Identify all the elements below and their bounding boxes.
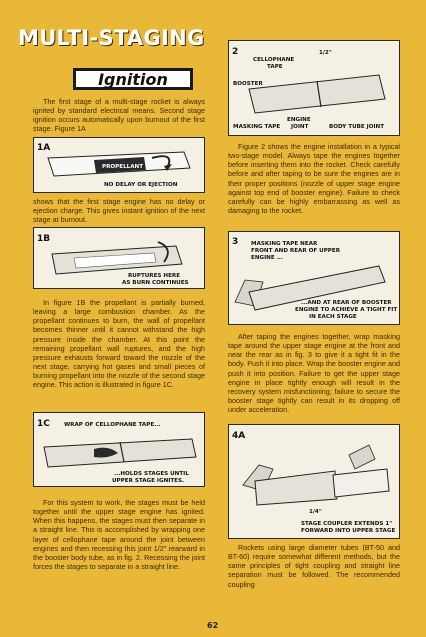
figure-3-bottom-2: ENGINE TO ACHIEVE A TIGHT FIT — [295, 307, 398, 313]
paragraph-fig2: Figure 2 shows the engine installation in a typical two-stage model. Always tape the engines together before inserting them into the rocket. Check carefully before and after taping to be sure the engines are in their proper positions (nozzle of upper stage engine against top end of booster engine). Failure to check carefully can be highly embarrassing as well as damaging to the rocket. — [228, 142, 400, 216]
figure-3 — [228, 231, 400, 325]
figure-3-bottom-3: IN EACH STAGE — [309, 314, 357, 320]
body-tube-illustration — [249, 75, 385, 113]
figure-3-label: 3 — [232, 237, 239, 247]
propellant-label: PROPELLANT — [102, 164, 144, 170]
paragraph-fig1a: shows that the first stage engine has no delay or ejection charge. This gives instant ignition of the next stage at burnout. — [33, 197, 205, 225]
engine-joint-label-1: ENGINE — [287, 117, 311, 123]
paragraph-ignition-intro: The first stage of a multi-stage rocket is always ignited by standard electrical means. Second stage ignition occurs automatically upon burnout of the first stage. Figure 1A — [33, 97, 205, 134]
figure-1a-caption: NO DELAY OR EJECTION — [104, 182, 178, 188]
engine-joint-label-2: JOINT — [291, 124, 309, 130]
booster-label: BOOSTER — [233, 81, 263, 87]
figure-1b — [33, 227, 205, 289]
figure-4a-caption-2: FORWARD INTO UPPER STAGE — [301, 528, 396, 534]
upper-stage-body — [333, 469, 389, 497]
figure-1a-label: 1A — [37, 143, 51, 153]
section-heading: Ignition — [98, 70, 168, 89]
figure-3-bottom-1: ...AND AT REAR OF BOOSTER — [301, 300, 392, 306]
figure-4a-label: 4A — [232, 431, 246, 441]
dimension-label: 1/4" — [309, 509, 322, 515]
figure-1b-caption-2: AS BURN CONTINUES — [122, 280, 189, 286]
figure-4a-caption-1: STAGE COUPLER EXTENDS 1" — [301, 521, 393, 527]
figure-3-top-3: ENGINE ... — [251, 255, 284, 261]
figure-1c-caption-1: ...HOLDS STAGES UNTIL — [114, 471, 189, 477]
figure-1c — [33, 412, 205, 487]
figure-1b-caption-1: RUPTURES HERE — [128, 273, 181, 279]
cellophane-label-2: TAPE — [267, 64, 283, 70]
fin-upper — [349, 445, 375, 469]
figure-1b-label: 1B — [37, 234, 51, 244]
half-inch-label: 1/2" — [319, 50, 332, 56]
figure-1c-top-caption: WRAP OF CELLOPHANE TAPE... — [64, 422, 161, 428]
figure-1a — [33, 137, 205, 193]
body-tube-joint-label: BODY TUBE JOINT — [329, 124, 385, 130]
masking-tape-label: MASKING TAPE — [233, 124, 281, 130]
cellophane-label-1: CELLOPHANE — [253, 57, 295, 63]
figure-2-label: 2 — [232, 47, 239, 57]
page-title: MULTI-STAGING — [18, 26, 205, 50]
paragraph-large-tubes: Rockets using large diameter tubes (BT-50 and BT-60) require somewhat different methods, but the same principles of tight coupling and straight line separation must be followed. The recommended coupling — [228, 543, 400, 589]
paragraph-fig3: After taping the engines together, wrap masking tape around the upper stage engine at the front and near the rear as in fig. 3 to give it a tight fit in the body. Push it into place. Wrap the booster engine and push it into position. Failure to get the upper stage engine in place tightly enough will result in the recovery system misfunctioning; failure to secure the booster stage tightly can result in its dropping off under acceleration. — [228, 332, 400, 415]
figure-4a — [228, 424, 400, 539]
figure-3-top-1: MASKING TAPE NEAR — [251, 241, 318, 247]
paragraph-separation: For this system to work, the stages must be held together until the upper stage engine has ignited. When this happens, the stages must then separate in a straight line. This is accomplished by wrapping one layer of cellophane tape around the joint between engines and then recessing this joint 1/2" rearward in the booster body tube, as in fig. 2. Recessing the joint forces the stages to separate in a straight line. — [33, 498, 205, 572]
figure-3-top-2: FRONT AND REAR OF UPPER — [251, 248, 341, 254]
paragraph-fig1b: In figure 1B the propellant is partially burned, leaving a large combustion chamber. As the propellant continues to burn, the wall of propellant becomes thinner until it cannot withstand the high pressure inside the chamber. At this point the remaining propellant wall ruptures, and the high pressure exhausts forward toward the nozzle of the next stage, carrying hot gases and small pieces of burning propellant into the nozzle of the second stage engine. This action is illustrated in figure 1C. — [33, 298, 205, 390]
figure-1c-label: 1C — [37, 419, 50, 429]
figure-2 — [228, 40, 400, 136]
figure-1c-caption-2: UPPER STAGE IGNITES. — [112, 478, 185, 484]
page-number: 62 — [207, 621, 219, 630]
section-heading-box — [73, 68, 193, 90]
